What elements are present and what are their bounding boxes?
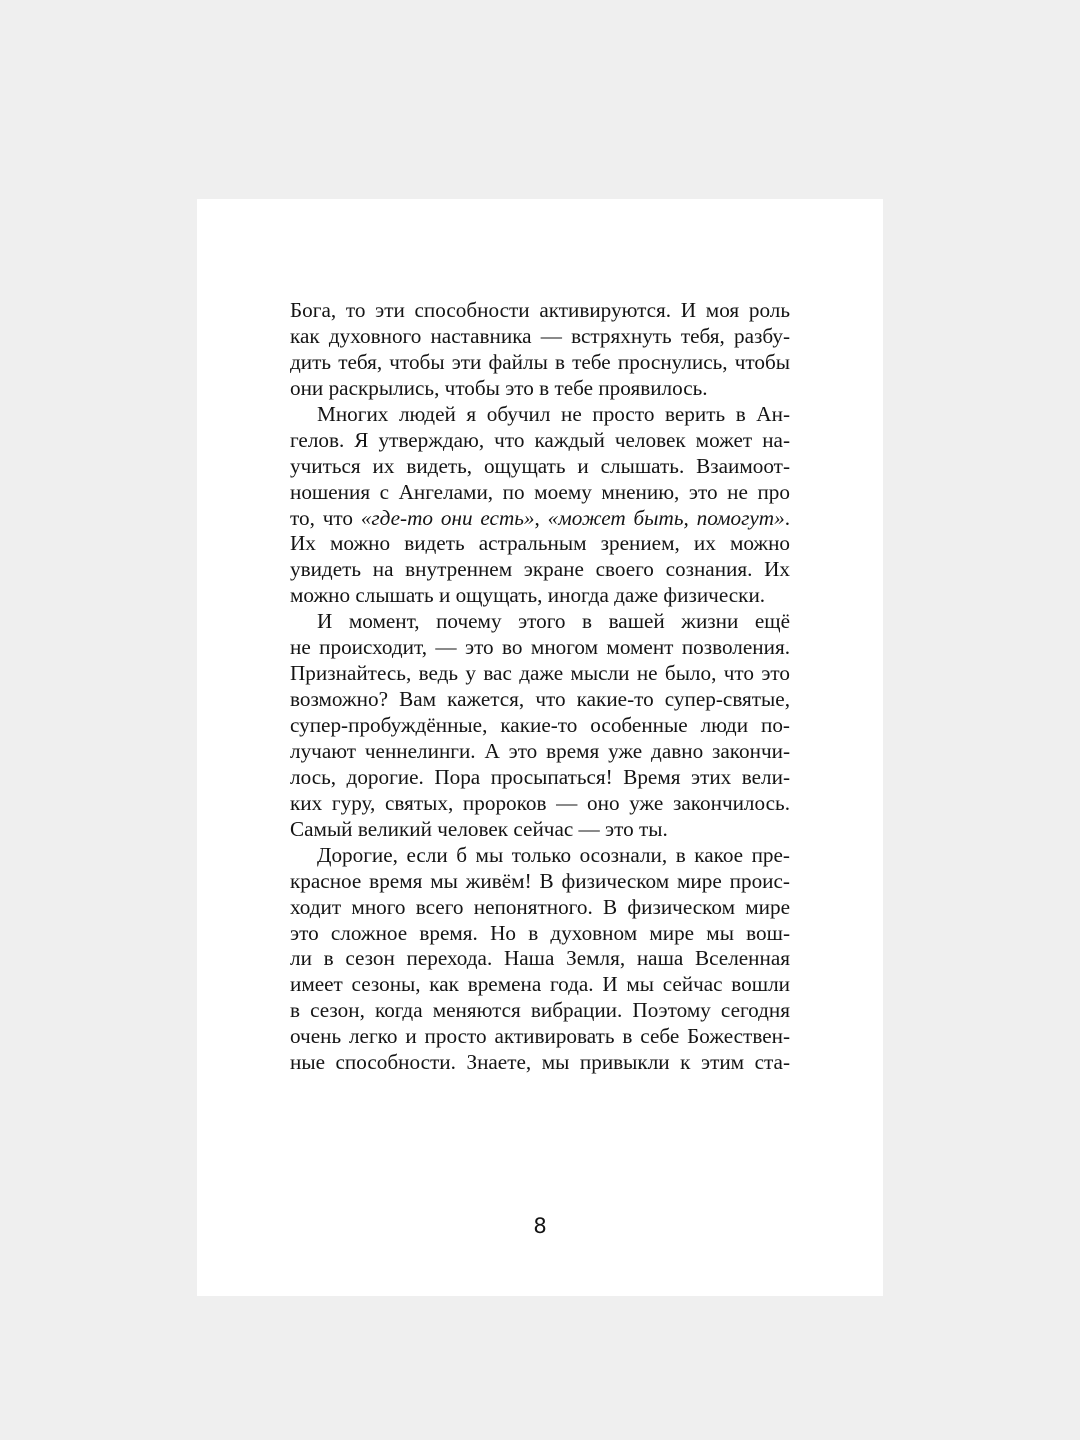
text-line: ких гуру, святых, пророков — оно уже закончилось. [290,790,790,815]
text-line: красное время мы живём! В физическом мире проис- [290,868,790,893]
italic-quote: «может быть, помогут» [547,505,785,530]
text-line: ходит много всего непонятного. В физическом мире [290,894,790,919]
italic-quote: «где-то они есть» [360,505,535,530]
text-line: как духовного наставника — встряхнуть тебя, разбу- [290,323,790,348]
text-line: очень легко и просто активировать в себе Божествен- [290,1024,790,1049]
book-page [197,199,883,1296]
text-line: супер-пробуждённые, какие-то особенные люди по- [290,713,790,737]
text-line: возможно? Вам кажется, что какие-то супер-святые, [290,687,790,712]
text-line: учиться их видеть, ощущать и слышать. Взаимоот- [290,453,790,478]
text-line: ношения с Ангелами, по моему мнению, это не про [290,479,790,504]
line-text: то, что [290,505,361,530]
text-line: И момент, почему этого в вашей жизни ещё [317,609,790,634]
text-line-with-quotes [290,506,790,532]
page-number: 8 [533,1214,547,1238]
text-line: ли в сезон перехода. Наша Земля, наша Вселенная [290,946,790,971]
text-line: дить тебя, чтобы эти файлы в тебе проснулись, чтобы [290,349,790,374]
text-line: Многих людей я обучил не просто верить в Ан- [317,401,790,426]
text-line: имеет сезоны, как времена года. И мы сейчас вошли [290,972,790,997]
text-line: Бога, то эти способности активируются. И моя роль [290,298,790,322]
text-line: Признайтесь, ведь у вас даже мысли не было, что это [290,661,790,686]
text-line: Дорогие, если б мы только осознали, в какое пре- [317,842,790,867]
text-line: ные способности. Знаете, мы привыкли к этим ста- [290,1050,790,1075]
text-line: Самый великий человек сейчас — это ты. [290,816,668,841]
text-line: в сезон, когда меняются вибрации. Поэтому сегодня [290,998,790,1023]
text-line: можно слышать и ощущать, иногда даже физически. [290,583,766,608]
text-line: увидеть на внутреннем экране своего сознания. Их [290,557,790,582]
text-line: гелов. Я утверждаю, что каждый человек может на- [290,427,790,452]
text-line: они раскрылись, чтобы это в тебе проявилось. [290,375,708,400]
text-line: Их можно видеть астральным зрением, их можно [290,531,790,556]
text-line: лось, дорогие. Пора просыпаться! Время этих вели- [290,764,790,789]
text-line: не происходит, — это во многом момент позволения. [290,635,790,660]
line-text: . [784,505,790,530]
line-text: , [534,505,548,530]
body-text [290,298,790,1076]
text-line: лучают ченнелинги. А это время уже давно закончи- [290,738,790,763]
text-line: это сложное время. Но в духовном мире мы вош- [290,920,790,945]
